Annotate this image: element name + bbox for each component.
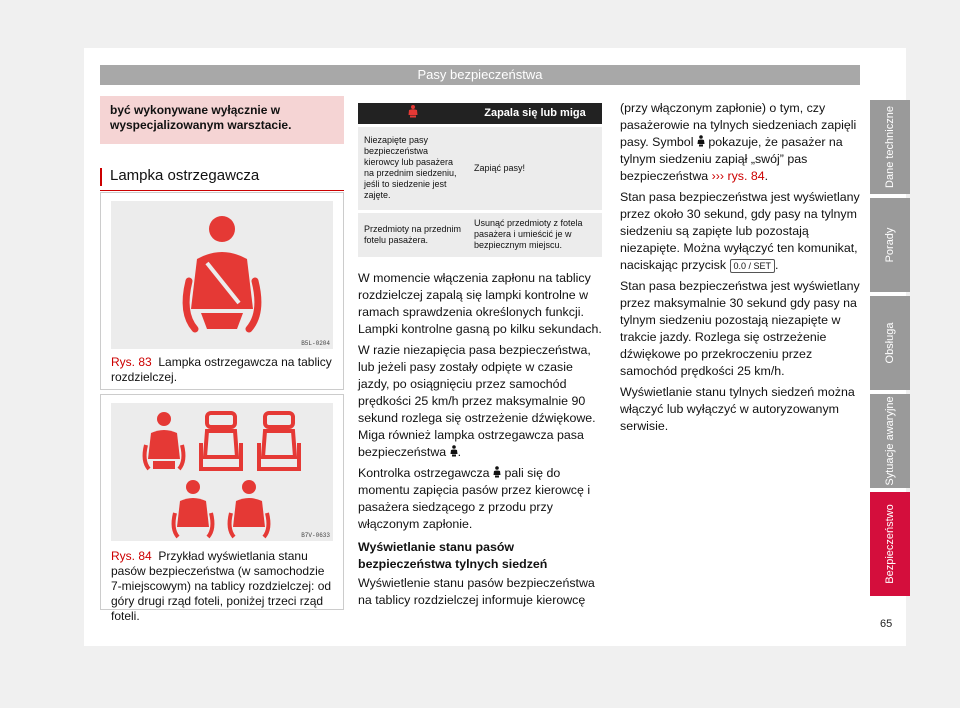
figure-83: [100, 192, 344, 390]
table-cell-action: Usunąć przedmioty z fotela pasażera i umieścić je w bezpiecznym miejscu.: [468, 211, 602, 257]
figure-83-image: [111, 201, 333, 349]
belted-seat-icon: [174, 480, 213, 537]
tab-bezpieczenstwo[interactable]: [870, 492, 910, 596]
figure-84-label: Rys. 84: [111, 549, 152, 563]
table-header-icon: [358, 103, 468, 125]
belted-seat-icon: [230, 480, 269, 537]
paragraph-text: Stan pasa bezpieczeństwa jest wyświetlany przez około 30 sekund, gdy pasy na tylnym siedzeniu są zapięte lub pozostają niezapięte. Można wyłączyć ten komunikat, naciskając przycisk: [620, 190, 860, 272]
belted-seat-icon: [145, 412, 184, 469]
paragraph-text: (przy włączonym zapłonie) o tym, czy pasażerowie na tylnych siedzeniach zapięli pasy. Symbol: [620, 101, 857, 149]
tab-label: Dane techniczne: [884, 106, 896, 188]
figure-83-caption: [111, 355, 337, 385]
middle-column-text: [358, 270, 602, 613]
tab-label: Sytuacje awaryjne: [884, 396, 896, 486]
paragraph-text: Kontrolka ostrzegawcza: [358, 466, 490, 480]
figure-reference-arrow: ›››: [711, 169, 725, 183]
paragraph: Wyświetlenie stanu pasów bezpieczeństwa na tablicy rozdzielczej informuje kierowcę: [358, 576, 595, 607]
figure-reference-link[interactable]: rys. 84: [727, 169, 765, 183]
seatbelt-icon: [697, 135, 705, 147]
section-title: Lampka ostrzegawcza: [100, 162, 344, 191]
tab-label: Bezpieczeństwo: [884, 504, 896, 584]
paragraph: [358, 342, 602, 461]
tab-label: Porady: [884, 227, 896, 263]
tab-porady[interactable]: [870, 198, 910, 292]
empty-seat-icon: [201, 413, 241, 469]
tab-label: Obsługa: [884, 322, 896, 364]
page-header: Pasy bezpieczeństwa: [100, 65, 860, 85]
right-column-text: [620, 100, 860, 439]
table-cell-cause: Niezapięte pasy bezpieczeństwa kierowcy lub pasażera na przednim siedzeniu, jeśli to siedzenie jest zajęte.: [358, 125, 468, 211]
paragraph-text: W razie niezapięcia pasa bezpieczeństwa, lub jeżeli pasy zostały odpięte w czasie jazdy, po osiągnięciu przez samochód prędkości 25 km/h przez maksymalnie 90 sekund rozlega się ostrzeżenie dźwiękowe. Miga również lampka ostrzegawcza pasa bezpieczeństwa: [358, 343, 596, 459]
paragraph: [620, 100, 860, 185]
seatbelt-warning-icon: [111, 201, 333, 349]
empty-seat-icon: [259, 413, 299, 469]
paragraph: [358, 465, 602, 533]
figure-84-caption-text: Przykład wyświetlania stanu pasów bezpieczeństwa (w samochodzie 7-miejscowym) na tablicy rozdzielczej: od góry drugi rząd foteli, poniżej trzeci rząd foteli.: [111, 549, 332, 623]
tab-sytuacje-awaryjne[interactable]: [870, 394, 910, 488]
figure-84: [100, 394, 344, 623]
figure-83-label: Rys. 83: [111, 355, 152, 369]
table-cell-action: Zapiąć pasy!: [468, 125, 602, 211]
paragraph-text: .: [775, 258, 779, 272]
paragraph: W momencie włączenia zapłonu na tablicy rozdzielczej zapalą się lampki kontrolne w ramach sprawdzenia określonych funkcji. Lampki kontrolne gasną po kilku sekundach.: [358, 271, 602, 336]
table-row: [358, 211, 602, 257]
paragraph: Wyświetlanie stanu tylnych siedzeń można włączyć lub wyłączyć w autoryzowanym serwisie.: [620, 385, 855, 433]
paragraph-text: .: [764, 169, 769, 183]
figure-84-image: [111, 403, 333, 541]
warning-table: [358, 103, 602, 257]
paragraph: Stan pasa bezpieczeństwa jest wyświetlany przez maksymalnie 30 sekund gdy pasy na tylnym siedzeniu pozostają niezapięte w trakcie jazdy. Rozlega się ostrzeżenie dźwiękowe po przekroczeniu przez samochód prędkości 25 km/h.: [620, 279, 860, 378]
tab-dane-techniczne[interactable]: [870, 100, 910, 194]
figure-84-caption: [111, 549, 337, 624]
paragraph: [620, 189, 860, 274]
subheading: Wyświetlanie stanu pasów bezpieczeństwa tylnych siedzeń: [358, 540, 548, 571]
page-number: 65: [880, 618, 893, 630]
figure-83-code: B5L-0204: [301, 340, 330, 347]
seatbelt-icon: [408, 105, 418, 118]
table-cell-cause: Przedmioty na przednim fotelu pasażera.: [358, 211, 468, 257]
table-row: [358, 125, 602, 211]
paragraph-text: .: [457, 445, 462, 459]
figure-83-caption-text: Lampka ostrzegawcza na tablicy rozdzielczej.: [111, 355, 332, 384]
table-header-status: Zapala się lub miga: [468, 103, 602, 125]
seat-status-icons: [111, 403, 333, 541]
figure-84-code: B7V-0633: [301, 532, 330, 539]
seatbelt-icon: [450, 445, 458, 457]
tab-obsluga[interactable]: [870, 296, 910, 390]
table-header-row: [358, 103, 602, 125]
seatbelt-icon: [493, 466, 501, 478]
paragraph-text: pokazuje, że pasażer na tylnym siedzeniu zapiął „swój” pas bezpieczeństwa: [620, 135, 843, 183]
set-key-symbol: 0.0 / SET: [730, 259, 776, 273]
notice-box: być wykonywane wyłącznie w wyspecjalizowanym warsztacie.: [100, 96, 344, 144]
paragraph-text: pali się do momentu zapięcia pasów przez kierowcę i pasażera siedzącego z przodu przy włączonym zapłonie.: [358, 466, 591, 531]
